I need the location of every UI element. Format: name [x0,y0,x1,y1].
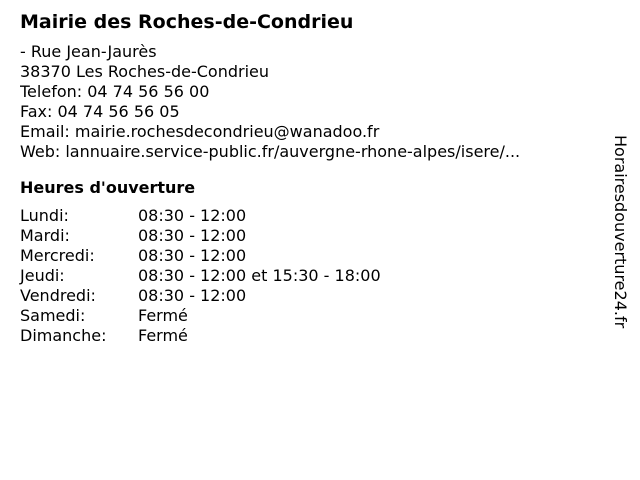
day-label: Lundi: [20,206,69,225]
email-line: Email: mairie.rochesdecondrieu@wanadoo.fr [20,122,380,141]
day-label: Mardi: [20,226,70,245]
day-label: Mercredi: [20,246,95,265]
web-line: Web: lannuaire.service-public.fr/auvergne-rhone-alpes/isere/... [20,142,521,161]
address-block [20,42,600,162]
day-label: Vendredi: [20,286,96,305]
day-label: Jeudi: [20,266,65,285]
hours-table [20,206,600,346]
time-value: 08:30 - 12:00 et 15:30 - 18:00 [138,266,381,285]
street-line: - Rue Jean-Jaurès [20,42,157,61]
page-title: Mairie des Roches-de-Condrieu [20,11,354,33]
hours-row-wednesday [20,246,600,266]
day-label: Dimanche: [20,326,107,345]
time-value: 08:30 - 12:00 [138,286,247,305]
phone-line: Telefon: 04 74 56 56 00 [20,82,210,101]
hours-row-sunday [20,326,600,346]
fax-line: Fax: 04 74 56 56 05 [20,102,180,121]
hours-row-friday [20,286,600,306]
hours-heading: Heures d'ouverture [20,178,196,197]
time-value: Fermé [138,326,188,345]
site-watermark: Horairesdouverture24.fr [611,135,630,329]
city-line: 38370 Les Roches-de-Condrieu [20,62,269,81]
hours-row-saturday [20,306,600,326]
day-label: Samedi: [20,306,86,325]
hours-row-monday [20,206,600,226]
time-value: 08:30 - 12:00 [138,206,247,225]
time-value: 08:30 - 12:00 [138,246,247,265]
time-value: Fermé [138,306,188,325]
hours-row-thursday [20,266,600,286]
business-card [20,8,600,346]
time-value: 08:30 - 12:00 [138,226,247,245]
hours-row-tuesday [20,226,600,246]
